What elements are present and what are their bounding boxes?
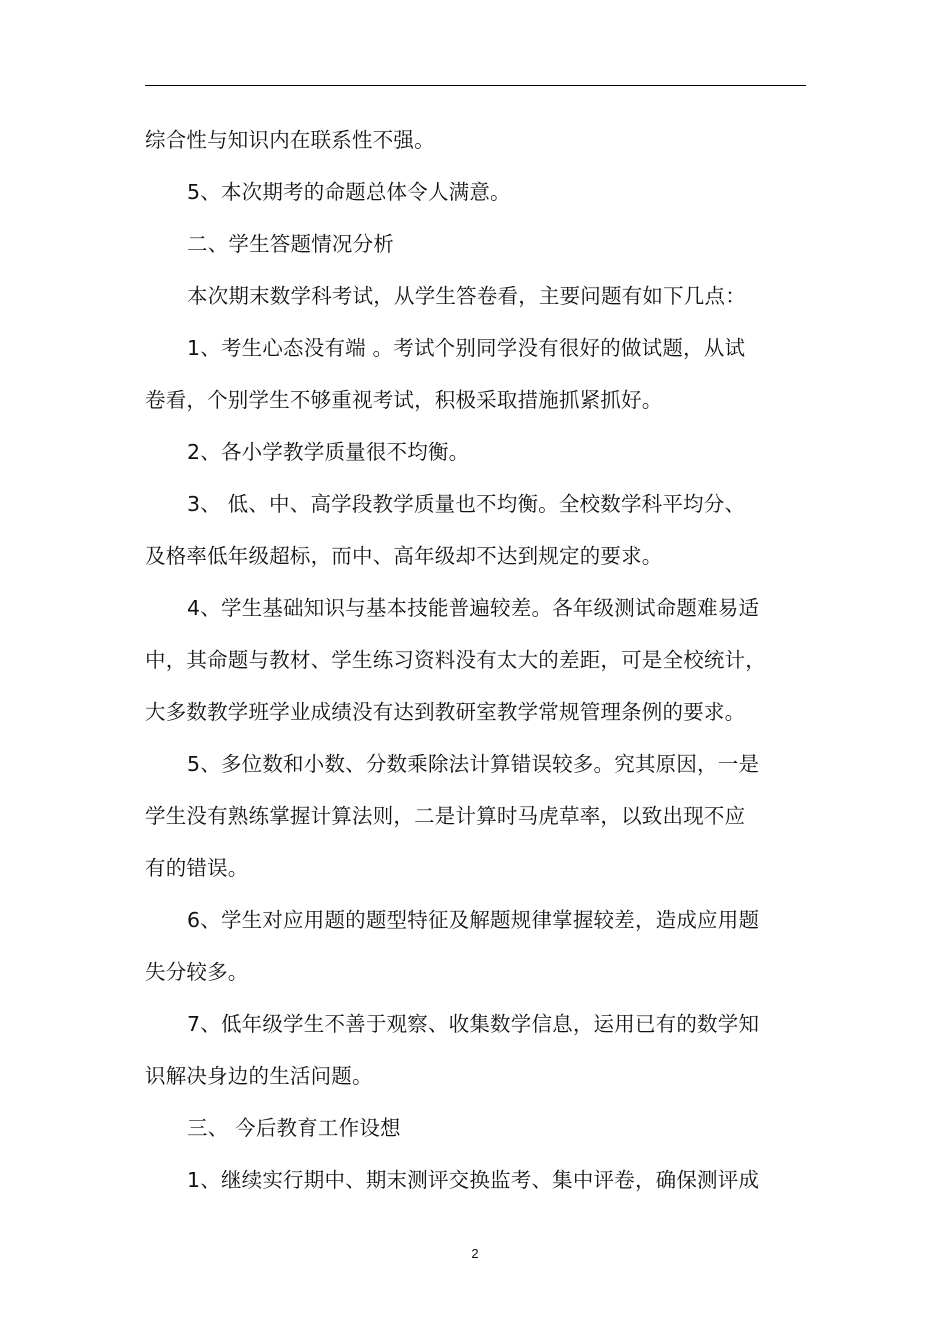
text-line: 综合性与知识内在联系性不强。 [145,128,435,152]
text-line: 三、 今后教育工作设想 [187,1116,401,1140]
text-line: 识解决身边的生活问题。 [145,1064,373,1088]
text-line: 1、考生心态没有端 。考试个别同学没有很好的做试题，从试 [187,336,746,360]
text-line: 大多数教学班学业成绩没有达到教研室教学常规管理条例的要求。 [145,700,746,724]
text-line: 本次期末数学科考试，从学生答卷看，主要问题有如下几点： [187,284,746,308]
text-line: 及格率低年级超标，而中、高年级却不达到规定的要求。 [145,544,663,568]
text-line: 卷看，个别学生不够重视考试，积极采取措施抓紧抓好。 [145,388,663,412]
text-line: 二、学生答题情况分析 [187,232,394,256]
text-line: 中，其命题与教材、学生练习资料没有太大的差距，可是全校统计， [145,648,766,672]
text-line: 学生没有熟练掌握计算法则，二是计算时马虎草率，以致出现不应 [145,804,746,828]
text-line: 5、本次期考的命题总体令人满意。 [187,180,511,204]
page-number: 2 [471,1246,479,1261]
text-line: 失分较多。 [145,960,249,984]
text-line: 7、低年级学生不善于观察、收集数学信息，运用已有的数学知 [187,1012,760,1036]
text-line: 4、学生基础知识与基本技能普遍较差。各年级测试命题难易适 [187,596,760,620]
text-line: 2、各小学教学质量很不均衡。 [187,440,470,464]
document-body [145,114,817,1206]
text-line: 5、多位数和小数、分数乘除法计算错误较多。究其原因，一是 [187,752,760,776]
text-line: 3、 低、中、高学段教学质量也不均衡。全校数学科平均分、 [187,492,746,516]
header-rule [145,85,806,86]
text-line: 6、学生对应用题的题型特征及解题规律掌握较差，造成应用题 [187,908,760,932]
text-line: 1、继续实行期中、期末测评交换监考、集中评卷，确保测评成 [187,1168,760,1192]
text-line: 有的错误。 [145,856,249,880]
